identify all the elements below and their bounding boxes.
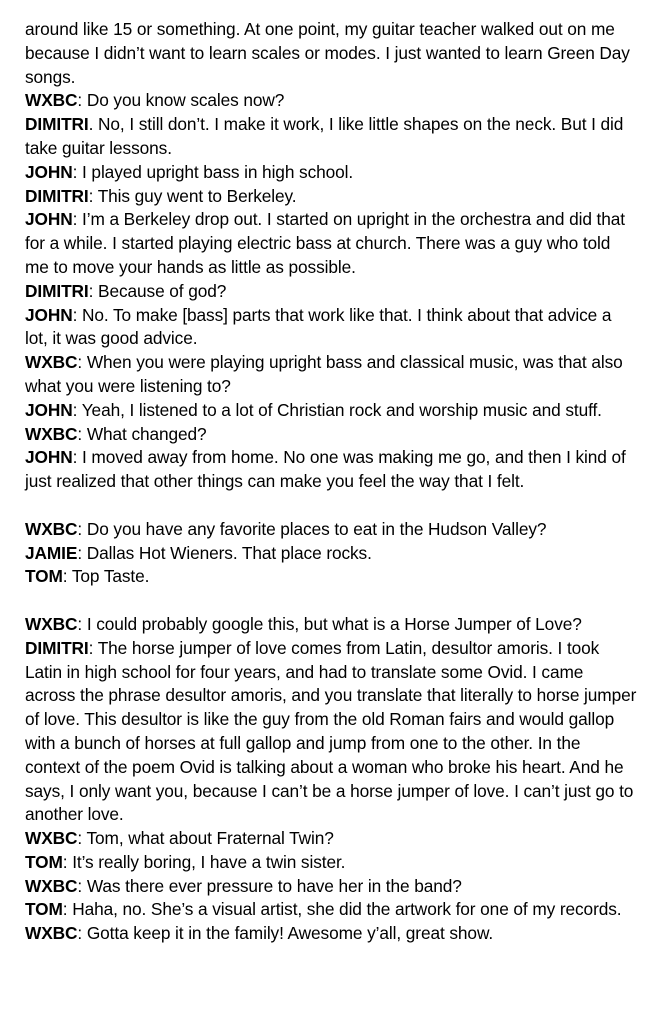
transcript-paragraph — [25, 518, 637, 542]
transcript-paragraph — [25, 827, 637, 851]
transcript-paragraph — [25, 613, 637, 637]
transcript-paragraph — [25, 208, 637, 279]
paragraph-text: Yeah, I listened to a lot of Christian rock and worship music and stuff. — [81, 399, 602, 420]
paragraph-text: Tom, what about Fraternal Twin? — [86, 828, 334, 849]
speaker-separator: : — [88, 280, 99, 301]
transcript-paragraph — [25, 161, 637, 185]
paragraph-text: What changed? — [86, 423, 207, 444]
paragraph-text: No, I still don’t. I make it work, I like little shapes on the neck. But I did take guitar lessons. — [25, 114, 624, 158]
speaker-name: JAMIE — [25, 542, 78, 563]
speaker-name: DIMITRI — [25, 637, 89, 658]
paragraph-text: The horse jumper of love comes from Latin, desultor amoris. I took Latin in high school for four years, and had to translate some Ovid. I came across the phrase desultor amoris, and you translate that literally to horse jumper of love. This desultor is like the guy from the old Roman fairs and would gallop with a bunch of horses at full gallop and jump from one to the other. In the context of the poem Ovid is talking about a woman who broke his heart. And he says, I only want you, because I can’t be a horse jumper of love. I can’t just go to another love. — [25, 637, 637, 825]
paragraph-text: This guy went to Berkeley. — [97, 185, 297, 206]
speaker-name: WXBC — [25, 828, 78, 849]
speaker-separator: : — [77, 613, 87, 634]
transcript-section — [25, 18, 637, 494]
transcript-paragraph — [25, 898, 637, 922]
speaker-separator: : — [72, 304, 83, 325]
speaker-separator: : — [62, 851, 73, 872]
transcript-paragraph — [25, 875, 637, 899]
speaker-name: WXBC — [25, 352, 78, 373]
speaker-name: WXBC — [25, 875, 78, 896]
speaker-separator: : — [62, 566, 72, 587]
speaker-name: JOHN — [25, 161, 73, 182]
speaker-separator: : — [77, 352, 87, 373]
transcript-paragraph — [25, 89, 637, 113]
speaker-name: TOM — [25, 566, 63, 587]
paragraph-text: I moved away from home. No one was making me go, and then I kind of just realized that other things can make you feel the way that I felt. — [25, 447, 626, 492]
paragraph-text: Do you have any favorite places to eat in the Hudson Valley? — [86, 518, 547, 539]
transcript-paragraph — [25, 113, 637, 161]
transcript-section — [25, 613, 637, 946]
transcript-paragraph — [25, 565, 637, 589]
transcript-paragraph — [25, 280, 637, 304]
transcript-paragraph — [25, 399, 637, 423]
speaker-name: JOHN — [25, 447, 73, 468]
speaker-name: DIMITRI — [25, 185, 89, 206]
paragraph-text: I could probably google this, but what is a Horse Jumper of Love? — [86, 613, 582, 634]
speaker-separator: : — [77, 923, 87, 944]
speaker-separator: : — [77, 828, 87, 849]
paragraph-text: Was there ever pressure to have her in the band? — [86, 875, 462, 896]
paragraph-text: Top Taste. — [71, 566, 150, 587]
speaker-separator: : — [88, 637, 98, 658]
speaker-name: JOHN — [25, 209, 73, 230]
speaker-separator: : — [77, 518, 87, 539]
speaker-name: TOM — [25, 851, 63, 872]
speaker-separator: : — [72, 161, 83, 182]
paragraph-text: No. To make [bass] parts that work like that. I think about that advice a lot, it was good advice. — [25, 304, 612, 349]
speaker-separator: : — [72, 447, 83, 468]
speaker-separator: : — [77, 875, 87, 896]
speaker-name: WXBC — [25, 613, 78, 634]
speaker-separator: : — [77, 423, 87, 444]
speaker-name: WXBC — [25, 518, 78, 539]
transcript-paragraph — [25, 351, 637, 399]
transcript-section — [25, 518, 637, 589]
speaker-separator: : — [77, 542, 87, 563]
transcript-paragraph — [25, 185, 637, 209]
speaker-name: WXBC — [25, 923, 78, 944]
paragraph-text: Do you know scales now? — [86, 90, 285, 111]
paragraph-text: When you were playing upright bass and classical music, was that also what you were listening to? — [25, 352, 623, 396]
paragraph-text: I’m a Berkeley drop out. I started on upright in the orchestra and did that for a while. I started playing electric bass at church. There was a guy who told me to move your hands as little as possible. — [25, 209, 625, 277]
transcript-paragraph — [25, 922, 637, 946]
transcript-paragraph — [25, 446, 637, 494]
transcript-paragraph — [25, 637, 637, 827]
speaker-name: DIMITRI — [25, 280, 89, 301]
paragraph-text: around like 15 or something. At one point, my guitar teacher walked out on me because I didn’t want to learn scales or modes. I just wanted to learn Green Day songs. — [25, 19, 630, 87]
transcript-paragraph — [25, 304, 637, 352]
speaker-name: JOHN — [25, 304, 73, 325]
transcript-paragraph — [25, 851, 637, 875]
speaker-separator: : — [77, 90, 87, 111]
speaker-name: JOHN — [25, 399, 73, 420]
speaker-name: WXBC — [25, 423, 78, 444]
transcript-paragraph — [25, 423, 637, 447]
speaker-separator: : — [72, 399, 82, 420]
speaker-separator: : — [72, 209, 83, 230]
paragraph-text: It’s really boring, I have a twin sister. — [72, 851, 346, 872]
paragraph-text: Because of god? — [98, 280, 227, 301]
speaker-name: WXBC — [25, 90, 78, 111]
speaker-separator: : — [62, 899, 73, 920]
transcript-paragraph — [25, 18, 637, 89]
paragraph-text: Dallas Hot Wieners. That place rocks. — [86, 542, 372, 563]
paragraph-text: I played upright bass in high school. — [82, 161, 354, 182]
speaker-name: DIMITRI — [25, 114, 89, 135]
transcript-paragraph — [25, 542, 637, 566]
speaker-name: TOM — [25, 899, 63, 920]
paragraph-text: Gotta keep it in the family! Awesome y’all, great show. — [86, 923, 494, 944]
speaker-separator: : — [88, 185, 98, 206]
paragraph-text: Haha, no. She’s a visual artist, she did the artwork for one of my records. — [72, 899, 622, 920]
speaker-separator: . — [88, 114, 99, 135]
